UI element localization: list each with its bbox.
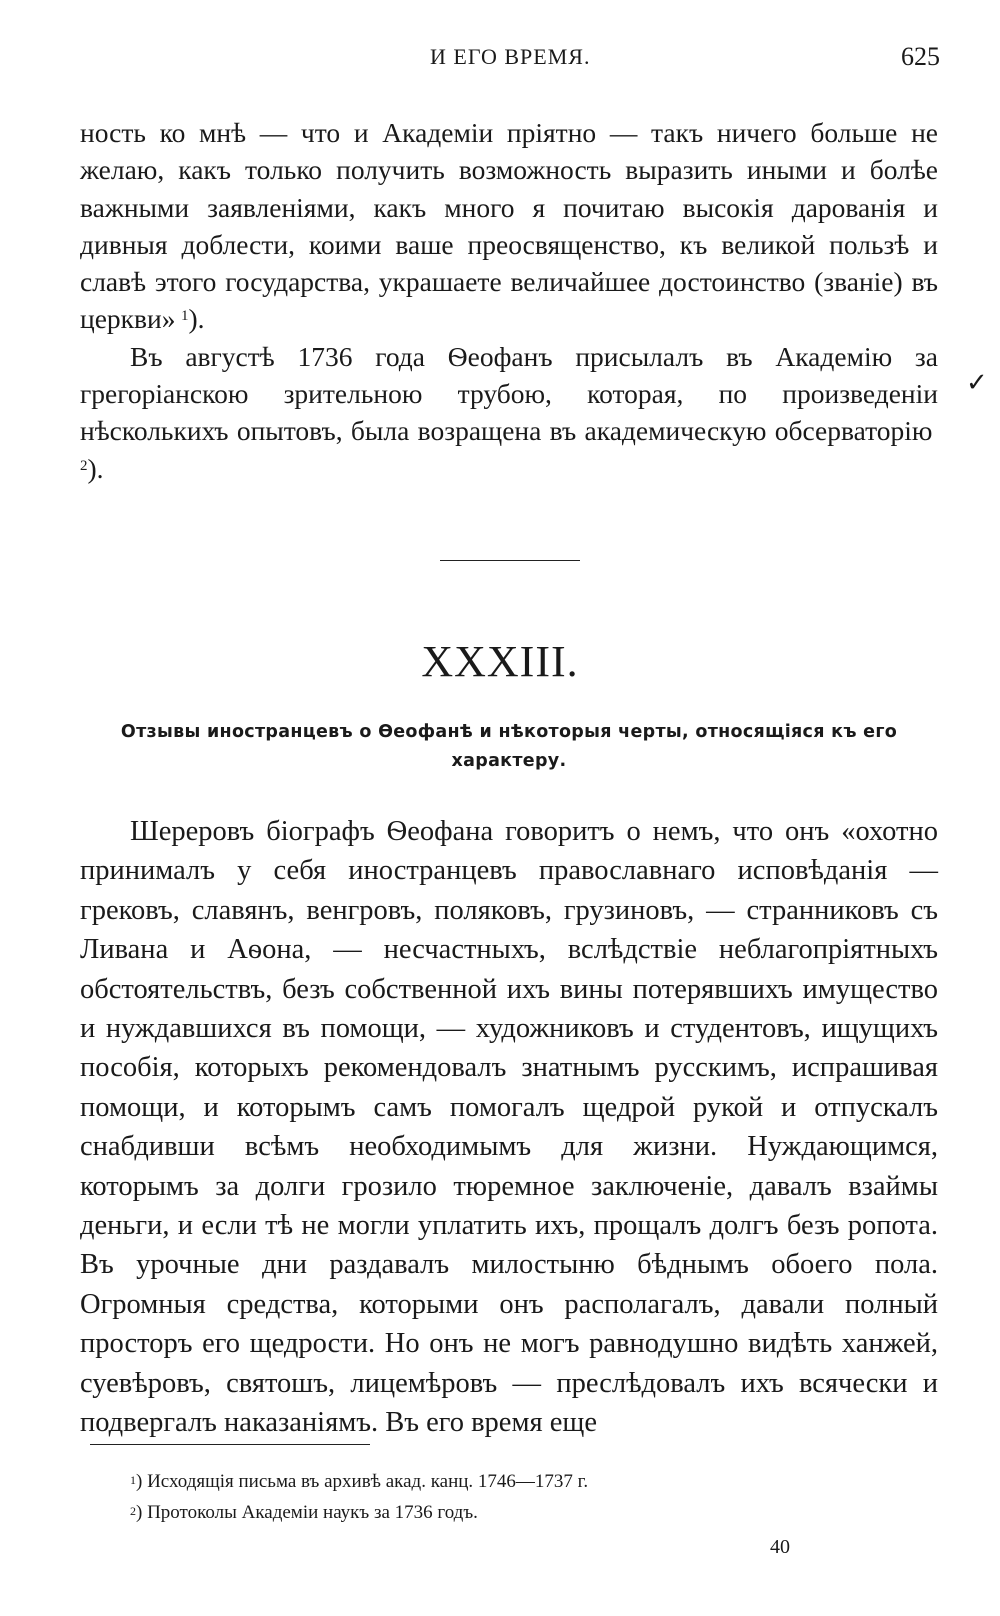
footnote-close: ) bbox=[136, 1502, 143, 1523]
footnote-text: Протоколы Академіи наукъ за 1736 годъ. bbox=[147, 1502, 478, 1523]
footnote-text: Исходящія письма въ архивѣ акад. канц. 1746—1737 г. bbox=[147, 1471, 589, 1492]
paragraph-end: ). bbox=[87, 452, 104, 484]
margin-check-mark: ✓ bbox=[966, 368, 988, 398]
paragraph-text: ность ко мнѣ — что и Академіи пріятно — такъ ничего больше не желаю, какъ только получить возможность выразить иными и болѣе важными заявленіями, какъ много я почитаю высокія дарованія и дивныя доблести, коими ваше преосвященство, къ великой пользѣ и славѣ этого государства, украшаете величайшее достоинство (званіе) въ церкви» bbox=[80, 117, 938, 335]
page-number: 625 bbox=[901, 42, 940, 71]
running-title: И ЕГО ВРЕМЯ. bbox=[430, 44, 591, 69]
top-text-block bbox=[80, 114, 938, 487]
paragraph-telescope bbox=[80, 338, 938, 487]
footnote-2 bbox=[130, 1497, 588, 1528]
paragraph-main: Шереровъ біографъ Ѳеофана говоритъ о немъ, что онъ «охотно принималъ у себя иностранцевъ православнаго исповѣданія — грековъ, славянъ, венгровъ, поляковъ, грузиновъ, — странниковъ съ Ливана и Аѳона, — несчастныхъ, вслѣдствіе неблагопріятныхъ обстоятельствъ, безъ собственной ихъ вины потерявшихъ имущество и нуждавшихся въ помощи, — художниковъ и студентовъ, ищущихъ пособія, которыхъ рекомендовалъ знатнымъ русскимъ, испрашивая помощи, и которымъ самъ помогалъ щедрой рукой и отпускалъ снабдивши всѣмъ необходимымъ для жизни. Нуждающимся, которымъ за долги грозило тюремное заключеніе, давалъ взаймы деньги, и если тѣ не могли уплатить ихъ, прощалъ долгъ безъ ропота. Въ урочные дни раздавалъ милостыню бѣднымъ обоего пола. Огромныя средства, которыми онъ располагалъ, давали полный просторъ его щедрости. Но онъ не могъ равнодушно видѣть ханжей, суевѣровъ, святошъ, лицемѣровъ — преслѣдовалъ ихъ всячески и подвергалъ наказаніямъ. Въ его время еще bbox=[80, 816, 938, 1439]
section-divider bbox=[440, 560, 580, 561]
footnote-rule bbox=[90, 1444, 370, 1445]
main-text-block bbox=[80, 812, 938, 1443]
footnotes bbox=[130, 1466, 588, 1528]
footnote-mark: 2 bbox=[130, 1504, 136, 1518]
section-heading: Отзывы иностранцевъ о Ѳеофанѣ и нѣкоторыя черты, относящіяся къ его характеру. bbox=[120, 722, 898, 771]
footnote-1 bbox=[130, 1466, 588, 1497]
footnote-close: ) bbox=[136, 1471, 143, 1492]
paragraph-text: Въ августѣ 1736 года Ѳеофанъ присылалъ въ Академію за грегоріанскою зрительною трубою, которая, по произведеніи нѣсколькихъ опытовъ, была возращена въ академическую обсерваторію bbox=[80, 340, 938, 447]
footnote-ref-2: 2 bbox=[80, 457, 88, 474]
signature-mark: 40 bbox=[770, 1536, 790, 1558]
footnote-ref-1: 1 bbox=[181, 308, 189, 325]
paragraph-continuation bbox=[80, 114, 938, 338]
section-number: XXXIII. bbox=[421, 637, 579, 686]
footnote-mark: 1 bbox=[130, 1473, 136, 1487]
paragraph-end: ). bbox=[188, 303, 205, 335]
